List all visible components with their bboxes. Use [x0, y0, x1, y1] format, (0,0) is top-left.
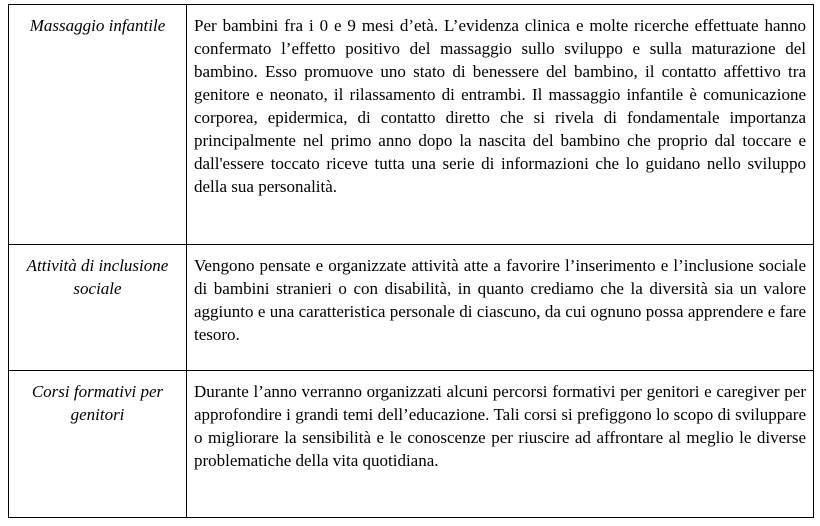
activity-description: Vengono pensate e organizzate attività atte a favorire l’inserimento e l’inclusione sociale di bambini stranieri o con disabilità, in quanto crediamo che la diversità sia un valore aggiunto e una caratteristica personale di ciascuno, da cui ognuno possa apprendere e fare tesoro. — [194, 256, 806, 344]
activity-description: Durante l’anno verranno organizzati alcuni percorsi formativi per genitori e caregiver per approfondire i grandi temi dell’educazione. Tali corsi si prefiggono lo scopo di sviluppare o migliorare la sensibilità e le conoscenze per riuscire ad affrontare al meglio le diverse problematiche della vita quotidiana. — [194, 382, 806, 470]
activity-label-cell — [9, 371, 187, 518]
activities-table — [8, 4, 814, 518]
activity-description-cell — [187, 5, 814, 245]
activity-label-cell — [9, 5, 187, 245]
table-row — [9, 371, 814, 518]
activity-label: Attività di inclusione sociale — [26, 256, 169, 298]
table-row — [9, 245, 814, 371]
activity-description-cell — [187, 245, 814, 371]
activity-label-cell — [9, 245, 187, 371]
activity-description-cell — [187, 371, 814, 518]
table-row — [9, 5, 814, 245]
activity-description: Per bambini fra i 0 e 9 mesi d’età. L’evidenza clinica e molte ricerche effettuate hanno confermato l’effetto positivo del massaggio sullo sviluppo e sulla maturazione del bambino. Esso promuove uno stato di benessere del bambino, il contatto affettivo tra genitore e neonato, il rilassamento di entrambi. Il massaggio infantile è comunicazione corporea, epidermica, di contatto diretto che si rivela di fondamentale importanza principalmente nel primo anno dopo la nascita del bambino che proprio dal toccare e dall'essere toccato riceve tutta una serie di informazioni che lo guidano nello sviluppo della sua personalità. — [194, 16, 806, 196]
activity-label: Massaggio infantile — [29, 16, 166, 35]
activity-label: Corsi formativi per genitori — [31, 382, 164, 424]
